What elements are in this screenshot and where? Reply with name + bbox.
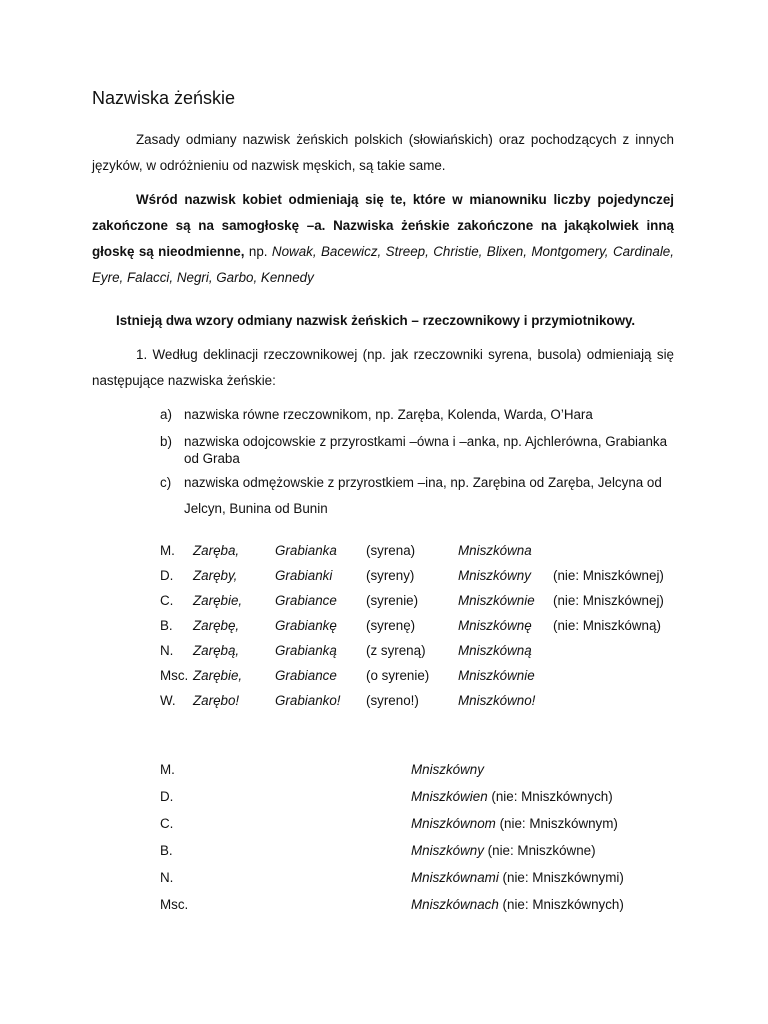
table-cell-c: (o syrenie) bbox=[366, 668, 430, 683]
patterns-heading: Istnieją dwa wzory odmiany nazwisk żeńskich – rzeczownikowy i przymiotnikowy. bbox=[116, 313, 636, 328]
table-cell-case: Msc. bbox=[160, 668, 189, 683]
table-cell-c: (syrena) bbox=[366, 543, 416, 558]
plural-note: (nie: Mniszkówne) bbox=[483, 843, 596, 858]
table-cell-c: (syrenę) bbox=[366, 618, 416, 633]
table-cell-e: (nie: Mniszkównej) bbox=[553, 568, 664, 583]
table-cell-a: Zarębie, bbox=[193, 593, 243, 608]
table-cell-a: Zarębie, bbox=[193, 668, 243, 683]
table-cell-case: B. bbox=[160, 843, 173, 858]
table-row bbox=[160, 789, 624, 816]
table-row bbox=[160, 593, 683, 618]
table-row bbox=[160, 543, 683, 568]
plural-form: Mniszkówien bbox=[411, 789, 488, 804]
table-cell-b: Grabianka bbox=[275, 543, 337, 558]
table-row bbox=[160, 762, 624, 789]
table-row bbox=[160, 643, 683, 668]
table-row bbox=[160, 843, 624, 870]
list-item-text: nazwiska odmężowskie z przyrostkiem –ina, np. Zarębina od Zaręba, Jelcyna od Jelcyn, Bunina od Bunin bbox=[184, 475, 662, 516]
singular-declension-table bbox=[160, 543, 683, 718]
table-cell-case: N. bbox=[160, 643, 174, 658]
table-cell-e bbox=[553, 543, 683, 568]
table-row bbox=[160, 618, 683, 643]
table-cell-e bbox=[553, 693, 683, 718]
table-cell-b: Grabianki bbox=[275, 568, 333, 583]
plural-form: Mniszkówny bbox=[411, 843, 484, 858]
plural-declension-table bbox=[160, 762, 624, 924]
table-cell-c: (syreny) bbox=[366, 568, 415, 583]
table-cell-form bbox=[411, 897, 624, 924]
plural-note: (nie: Mniszkównym) bbox=[495, 816, 618, 831]
table-cell-a: Zarębę, bbox=[193, 618, 240, 633]
table-cell-b: Grabianko! bbox=[275, 693, 341, 708]
table-cell-a: Zaręba, bbox=[193, 543, 240, 558]
table-cell-d: Mniszkówną bbox=[458, 643, 532, 658]
table-row bbox=[160, 870, 624, 897]
table-cell-b: Grabiankę bbox=[275, 618, 337, 633]
list-item bbox=[160, 403, 680, 427]
table-cell-case: C. bbox=[160, 816, 174, 831]
table-cell-d: Mniszkównę bbox=[458, 618, 532, 633]
list-item bbox=[160, 470, 680, 522]
table-cell-d: Mniszkówno! bbox=[458, 693, 536, 708]
table-cell-d: Mniszkównie bbox=[458, 593, 535, 608]
table-row bbox=[160, 568, 683, 593]
table-cell-e bbox=[553, 668, 683, 693]
list-marker: c) bbox=[160, 475, 172, 490]
noun-declension-paragraph: 1. Według deklinacji rzeczownikowej (np. jak rzeczowniki syrena, busola) odmieniają się następujące nazwiska żeńskie: bbox=[92, 347, 674, 388]
table-cell-e: (nie: Mniszkówną) bbox=[553, 618, 661, 633]
table-row bbox=[160, 693, 683, 718]
table-row bbox=[160, 668, 683, 693]
rule-examples: Nowak, Bacewicz, Streep, Christie, Blixen, Montgomery, Cardinale, Eyre, Falacci, Negri, Garbo, Kennedy bbox=[92, 244, 674, 285]
page-title: Nazwiska żeńskie bbox=[92, 88, 236, 108]
table-cell-case: N. bbox=[160, 870, 174, 885]
table-cell-b: Grabianką bbox=[275, 643, 337, 658]
table-cell-form bbox=[411, 762, 624, 789]
table-cell-case: M. bbox=[160, 543, 175, 558]
plural-form: Mniszkównach bbox=[411, 897, 499, 912]
table-cell-case: M. bbox=[160, 762, 175, 777]
rule-paragraph bbox=[92, 187, 674, 291]
list-item bbox=[160, 433, 680, 467]
table-cell-case: B. bbox=[160, 618, 173, 633]
list-item-text: nazwiska równe rzeczownikom, np. Zaręba, Kolenda, Warda, O’Hara bbox=[184, 407, 593, 422]
table-cell-case: C. bbox=[160, 593, 174, 608]
table-cell-case: D. bbox=[160, 568, 174, 583]
table-cell-b: Grabiance bbox=[275, 593, 337, 608]
table-cell-b: Grabiance bbox=[275, 668, 337, 683]
table-cell-a: Zarębo! bbox=[193, 693, 240, 708]
table-cell-c: (z syreną) bbox=[366, 643, 426, 658]
table-cell-e: (nie: Mniszkównej) bbox=[553, 593, 664, 608]
table-cell-form bbox=[411, 870, 624, 897]
table-row bbox=[160, 897, 624, 924]
table-cell-d: Mniszkówna bbox=[458, 543, 532, 558]
table-cell-case: Msc. bbox=[160, 897, 189, 912]
table-cell-a: Zaręby, bbox=[193, 568, 238, 583]
rule-plain-text: np. bbox=[244, 244, 272, 259]
list-marker: b) bbox=[160, 434, 172, 449]
table-cell-d: Mniszkównie bbox=[458, 668, 535, 683]
table-cell-form bbox=[411, 816, 624, 843]
table-cell-case: W. bbox=[160, 693, 176, 708]
table-cell-form bbox=[411, 843, 624, 870]
table-cell-form bbox=[411, 789, 624, 816]
plural-note: (nie: Mniszkównych) bbox=[487, 789, 613, 804]
plural-form: Mniszkównami bbox=[411, 870, 499, 885]
table-cell-c: (syreno!) bbox=[366, 693, 419, 708]
plural-form: Mniszkównom bbox=[411, 816, 496, 831]
table-cell-case: D. bbox=[160, 789, 174, 804]
surname-types-list bbox=[160, 403, 680, 522]
table-cell-a: Zarębą, bbox=[193, 643, 240, 658]
list-marker: a) bbox=[160, 407, 172, 422]
intro-paragraph: Zasady odmiany nazwisk żeńskich polskich (słowiańskich) oraz pochodzących z innych języków, w odróżnieniu od nazwisk męskich, są takie same. bbox=[92, 132, 674, 173]
table-cell-d: Mniszkówny bbox=[458, 568, 531, 583]
plural-note: (nie: Mniszkównymi) bbox=[498, 870, 624, 885]
table-row bbox=[160, 816, 624, 843]
table-cell-e bbox=[553, 643, 683, 668]
list-item-text: nazwiska odojcowskie z przyrostkami –ówna i –anka, np. Ajchlerówna, Grabianka od Graba bbox=[184, 434, 668, 466]
rule-bold-text: Wśród nazwisk kobiet odmieniają się te, które w mianowniku liczby pojedynczej zakończone są na samogłoskę –a. Nazwiska żeńskie zakończone na jakąkolwiek inną głoskę są nieodmienne, bbox=[92, 192, 674, 259]
plural-form: Mniszkówny bbox=[411, 762, 484, 777]
table-cell-c: (syrenie) bbox=[366, 593, 419, 608]
plural-note: (nie: Mniszkównych) bbox=[498, 897, 624, 912]
